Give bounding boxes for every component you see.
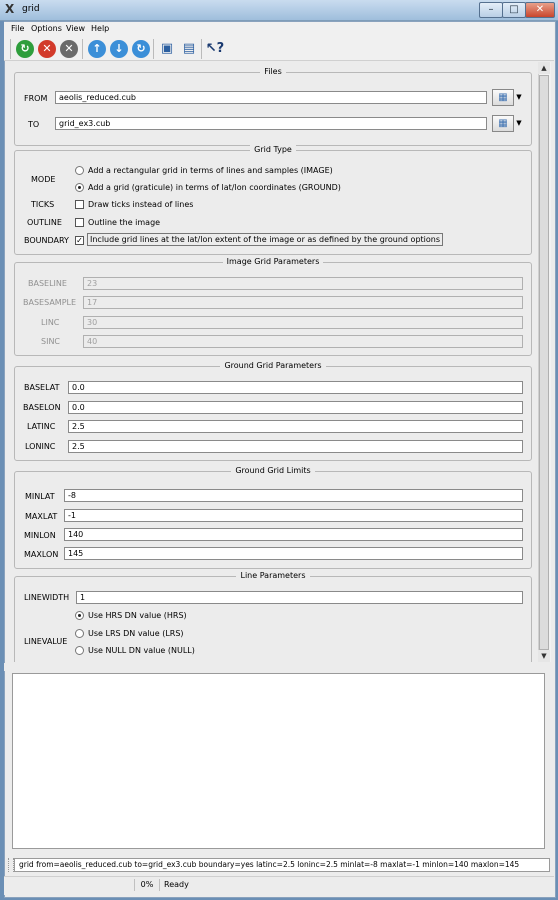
window-icon[interactable]: ▤ bbox=[182, 41, 196, 56]
previous-icon[interactable]: ↑ bbox=[88, 40, 106, 58]
ground-grid-group bbox=[14, 361, 532, 461]
baselat-label: BASELAT bbox=[24, 383, 60, 392]
line-params-title: Line Parameters bbox=[236, 571, 309, 580]
toolbar-separator bbox=[82, 39, 83, 59]
sinc-label: SINC bbox=[41, 337, 61, 346]
scroll-thumb[interactable] bbox=[539, 75, 549, 650]
outline-checkbox[interactable] bbox=[75, 218, 84, 227]
minlon-label: MINLON bbox=[24, 531, 56, 540]
grid-type-title: Grid Type bbox=[250, 145, 296, 154]
from-file-button[interactable]: ▦ bbox=[492, 89, 514, 106]
reset-icon[interactable]: ↻ bbox=[132, 40, 150, 58]
title-bar bbox=[0, 0, 558, 21]
toolbar bbox=[4, 36, 554, 61]
linewidth-label: LINEWIDTH bbox=[24, 593, 70, 602]
boundary-text: Include grid lines at the lat/lon extent of the image or as defined by the ground options bbox=[87, 233, 443, 246]
ticks-checkbox[interactable] bbox=[75, 200, 84, 209]
minlat-input[interactable]: -8 bbox=[64, 489, 523, 502]
baseline-input[interactable]: 23 bbox=[83, 277, 523, 290]
mode-label: MODE bbox=[31, 175, 56, 184]
ground-limits-group bbox=[14, 466, 532, 569]
mode-image-radio[interactable] bbox=[75, 166, 84, 175]
menu-view[interactable]: View bbox=[66, 24, 85, 33]
grid-type-group bbox=[14, 145, 532, 255]
toolbar-separator bbox=[153, 39, 154, 59]
from-label: FROM bbox=[24, 94, 48, 103]
ticks-text: Draw ticks instead of lines bbox=[88, 200, 194, 209]
linevalue-null-text: Use NULL DN value (NULL) bbox=[88, 646, 195, 655]
menu-options[interactable]: Options bbox=[31, 24, 62, 33]
minlon-input[interactable]: 140 bbox=[64, 528, 523, 541]
stop-icon[interactable]: ✕ bbox=[38, 40, 56, 58]
image-grid-group bbox=[14, 257, 532, 356]
sinc-input[interactable]: 40 bbox=[83, 335, 523, 348]
parameter-form bbox=[8, 62, 538, 662]
baselon-label: BASELON bbox=[23, 403, 61, 412]
run-icon[interactable]: ↻ bbox=[16, 40, 34, 58]
minimize-button[interactable]: – bbox=[479, 2, 503, 18]
outline-label: OUTLINE bbox=[27, 218, 62, 227]
linevalue-hrs-radio[interactable] bbox=[75, 611, 84, 620]
menu-bar bbox=[4, 22, 554, 36]
whats-this-icon[interactable]: ↖? bbox=[205, 41, 225, 56]
maximize-button[interactable]: □ bbox=[502, 2, 526, 18]
linevalue-label: LINEVALUE bbox=[24, 637, 68, 646]
next-icon[interactable]: ↓ bbox=[110, 40, 128, 58]
line-params-group bbox=[14, 571, 532, 662]
outline-text: Outline the image bbox=[88, 218, 161, 227]
to-input[interactable]: grid_ex3.cub bbox=[55, 117, 487, 130]
basesample-label: BASESAMPLE bbox=[23, 298, 77, 307]
latinc-input[interactable]: 2.5 bbox=[68, 420, 523, 433]
menu-file[interactable]: File bbox=[11, 24, 25, 33]
boundary-checkbox[interactable]: ✓ bbox=[76, 236, 83, 245]
baselon-input[interactable]: 0.0 bbox=[68, 401, 523, 414]
image-grid-title: Image Grid Parameters bbox=[223, 257, 324, 266]
boundary-label: BOUNDARY bbox=[24, 236, 69, 245]
to-file-button[interactable]: ▦ bbox=[492, 115, 514, 132]
toolbar-separator bbox=[201, 39, 202, 59]
maxlon-label: MAXLON bbox=[24, 550, 59, 559]
linevalue-lrs-text: Use LRS DN value (LRS) bbox=[88, 629, 184, 638]
linc-input[interactable]: 30 bbox=[83, 316, 523, 329]
toolbar-grip bbox=[10, 39, 11, 59]
scroll-down-icon[interactable]: ▼ bbox=[538, 650, 550, 662]
exit-icon[interactable]: ✕ bbox=[60, 40, 78, 58]
mode-ground-radio[interactable] bbox=[75, 183, 84, 192]
maxlat-input[interactable]: -1 bbox=[64, 509, 523, 522]
app-icon: X bbox=[5, 2, 15, 16]
loninc-input[interactable]: 2.5 bbox=[68, 440, 523, 453]
ticks-label: TICKS bbox=[31, 200, 55, 209]
scroll-up-icon[interactable]: ▲ bbox=[538, 62, 550, 74]
linevalue-hrs-text: Use HRS DN value (HRS) bbox=[88, 611, 187, 620]
to-dropdown-icon[interactable]: ▼ bbox=[516, 119, 522, 127]
progress-indicator: 0% bbox=[134, 879, 159, 891]
files-title: Files bbox=[260, 67, 286, 76]
to-label: TO bbox=[28, 120, 40, 129]
from-input[interactable]: aeolis_reduced.cub bbox=[55, 91, 487, 104]
command-line[interactable]: grid from=aeolis_reduced.cub to=grid_ex3.cub boundary=yes latinc=2.5 loninc=2.5 minlat=-8 maxlat=-1 minlon=140 maxlon=145 bbox=[14, 858, 550, 872]
menu-help[interactable]: Help bbox=[91, 24, 110, 33]
basesample-input[interactable]: 17 bbox=[83, 296, 523, 309]
maxlon-input[interactable]: 145 bbox=[64, 547, 523, 560]
linevalue-null-radio[interactable] bbox=[75, 646, 84, 655]
status-message: Ready bbox=[159, 879, 554, 891]
maxlat-label: MAXLAT bbox=[25, 512, 58, 521]
linevalue-lrs-radio[interactable] bbox=[75, 629, 84, 638]
splitter[interactable] bbox=[4, 663, 554, 671]
files-group bbox=[14, 67, 532, 146]
from-dropdown-icon[interactable]: ▼ bbox=[516, 93, 522, 101]
baselat-input[interactable]: 0.0 bbox=[68, 381, 523, 394]
mode-image-text: Add a rectangular grid in terms of lines and samples (IMAGE) bbox=[88, 166, 333, 175]
save-icon[interactable]: ▣ bbox=[160, 41, 174, 56]
linewidth-input[interactable]: 1 bbox=[76, 591, 523, 604]
ground-limits-title: Ground Grid Limits bbox=[231, 466, 314, 475]
minlat-label: MINLAT bbox=[25, 492, 55, 501]
close-button[interactable]: ✕ bbox=[525, 2, 555, 18]
ground-grid-title: Ground Grid Parameters bbox=[220, 361, 325, 370]
window-title: grid bbox=[22, 4, 40, 14]
log-area[interactable] bbox=[12, 673, 545, 849]
linc-label: LINC bbox=[41, 318, 60, 327]
baseline-label: BASELINE bbox=[28, 279, 67, 288]
loninc-label: LONINC bbox=[25, 442, 56, 451]
mode-ground-text: Add a grid (graticule) in terms of lat/lon coordinates (GROUND) bbox=[88, 183, 341, 192]
latinc-label: LATINC bbox=[27, 422, 56, 431]
